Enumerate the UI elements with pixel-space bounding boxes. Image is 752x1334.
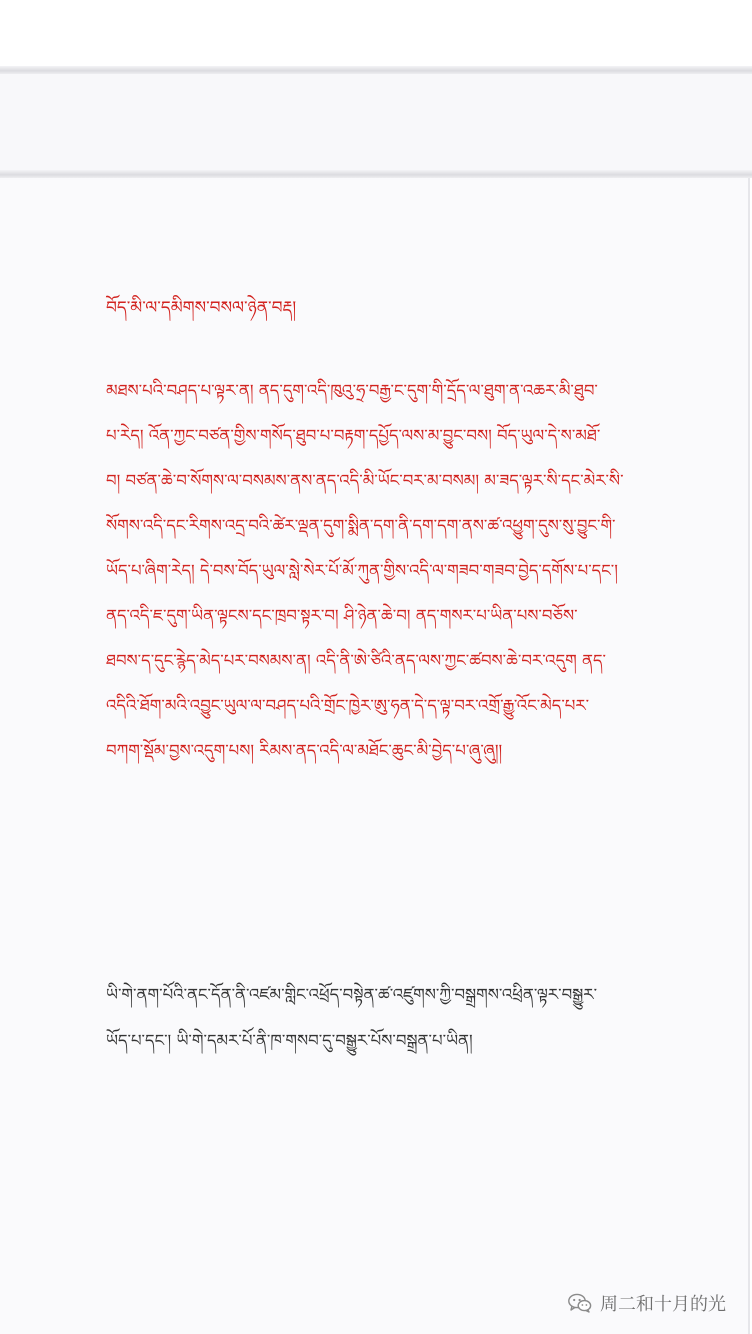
divider-top	[0, 66, 752, 74]
red-line: བཀག་སྡོམ་བྱས་འདུག་པས། རིམས་ནད་འདི་ལ་མཐོང་ཆུང་མི་བྱེད་པ་ཞུ་ཞུ།།	[106, 741, 503, 760]
top-blank-area	[0, 0, 752, 68]
black-paragraph	[106, 972, 666, 1064]
red-line: མཐས་པའི་བཤད་པ་ལྟར་ན། ནད་དུག་འདི་ཁུའུ་ཧྲ་བརྒྱ་ང་དུག་གི་དྲོད་ལ་ཐུག་ན་འཆར་མི་ཐུབ་	[106, 381, 598, 400]
red-line: བ། བཙན་ཆེ་བ་སོགས་ལ་བསམས་ནས་ནད་འདི་མི་ཡོང་བར་མ་བསམ། མ་ཟད་ལྟར་སི་དང་མེར་སི་	[106, 471, 624, 490]
red-line: པ་རེད། འོན་ཀྱང་བཙན་གྱིས་གསོད་ཐུབ་པ་བརྟག་དཔྱོད་ལས་མ་བྱུང་བས། བོད་ཡུལ་དེ་ས་མཐོ་	[106, 426, 601, 445]
wechat-icon	[568, 1293, 592, 1313]
red-line: ནད་འདི་ཇ་དུག་ཡིན་ལྟངས་དང་ཁྲབ་སྟར་བ། ཤི་ཉེན་ཆེ་བ། ནད་གསར་པ་ཡིན་པས་བཅོས་	[106, 606, 578, 625]
divider-bottom	[0, 170, 752, 178]
black-line: ཡོད་པ་དང་། ཡི་གེ་དམར་པོ་ནི་ཁ་གསབ་དུ་བསྒྱུར་པོས་བསྒྲན་པ་ཡིན།	[106, 1031, 473, 1050]
black-line: ཡི་གེ་ནག་པོའི་ནང་དོན་ནི་འཛམ་གླིང་འཕྲོད་བསྟེན་ཚ་འཛུགས་ཀྱི་བསྒྲགས་འཕྲིན་ལྟར་བསྒྱུར་	[106, 985, 598, 1004]
red-line: སོགས་འདི་དང་རིགས་འདྲ་བའི་ཚེར་ལྡན་དུག་སྨིན་དག་ནི་དག་དག་ནས་ཚ་འཕྱུག་དུས་སུ་བྱུང་གི་	[106, 516, 616, 535]
red-line: འདིའི་ཐོག་མའི་འབྱུང་ཡུལ་ལ་བཤད་པའི་གྲོང་ཁྱེར་ཨུ་ཧན་དེ་ད་ལྟ་བར་འགྲོ་རྒྱུ་འོང་མེད་པར་	[106, 696, 590, 715]
wechat-watermark	[568, 1290, 726, 1316]
document-page	[0, 178, 750, 1334]
red-paragraph	[106, 368, 686, 773]
red-line: ཡོད་པ་ཞིག་རེད། དེ་བས་བོད་ཡུལ་སླེ་སེར་པོ་མོ་ཀུན་གྱིས་འདི་ལ་གཟབ་གཟབ་བྱེད་དགོས་པ་དང་།	[106, 561, 618, 580]
red-line: ཐབས་ད་དུང་རྙེད་མེད་པར་བསམས་ན། འདི་ནི་ཨེ་ཙིའི་ནད་ལས་ཀྱང་ཚབས་ཆེ་བར་འདུག ནད་	[106, 651, 607, 670]
watermark-label: 周二和十月的光	[600, 1294, 726, 1315]
notice-title: བོད་མི་ལ་དམིགས་བསལ་ཉེན་བརྡ།	[106, 298, 297, 318]
blank-band	[0, 74, 752, 170]
